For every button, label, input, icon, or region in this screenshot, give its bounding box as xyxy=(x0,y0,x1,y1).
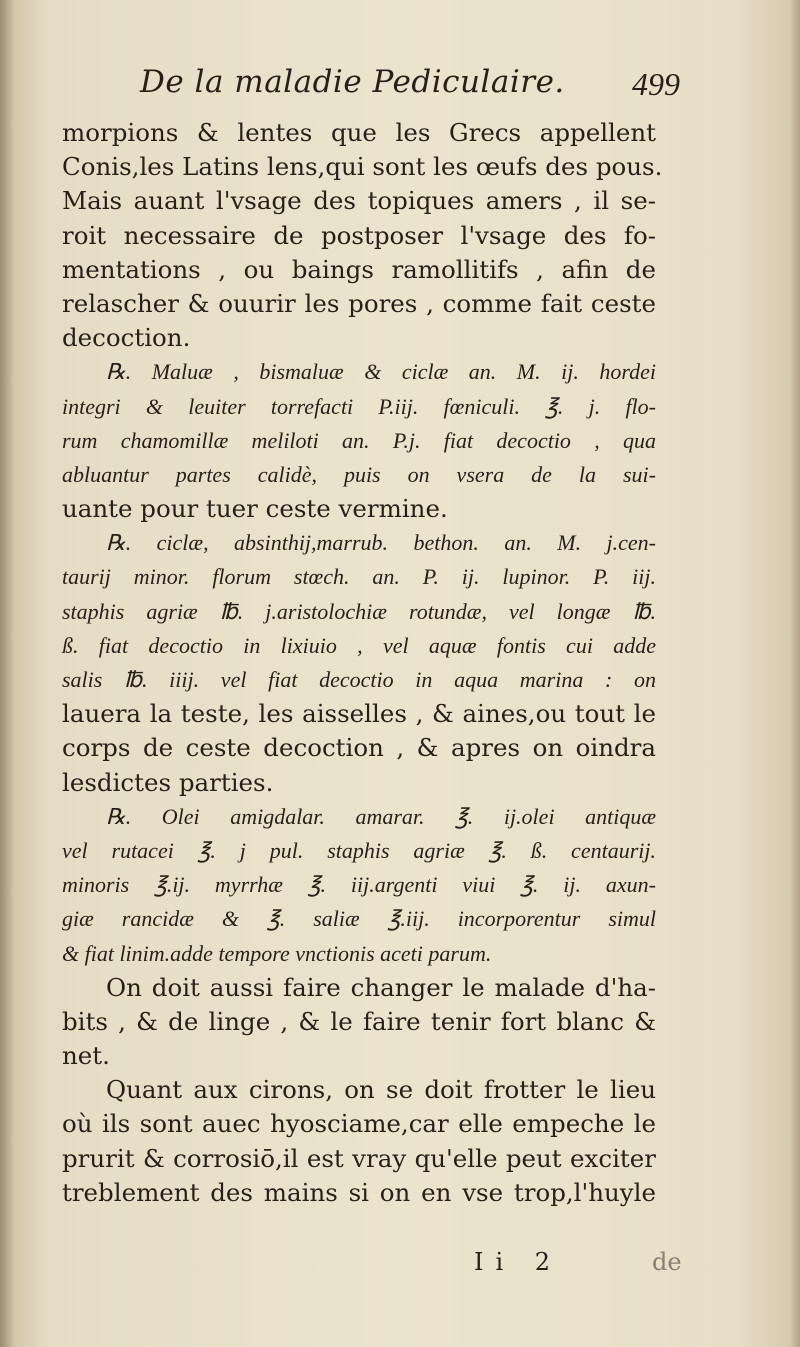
text-line: bits , & de linge , & le faire tenir fort blanc & xyxy=(62,1006,656,1036)
text-line: Conis,les Latins lens,qui sont les œufs des pous. xyxy=(62,152,663,182)
text-line: Quant aux cirons, on se doit frotter le lieu xyxy=(106,1075,656,1105)
text-line: où ils sont auec hyosciame,car elle empeche le xyxy=(62,1109,656,1139)
text-line: & fiat linim.adde tempore vnctionis aceti parum. xyxy=(62,940,492,966)
text-line: mentations , ou baings ramollitifs , afin de xyxy=(62,254,656,284)
text-line: Mais auant l'vsage des topiques amers , il se- xyxy=(62,186,656,216)
text-line: morpions & lentes que les Grecs appellent xyxy=(62,118,656,147)
text-line: abluantur partes calidè, puis on vsera de la sui- xyxy=(62,461,656,487)
text-line: vel rutacei ℥. j pul. staphis agriæ ℥. ß. centaurij. xyxy=(62,837,656,863)
text-line: staphis agriæ ℔. j.aristolochiæ rotundæ, vel longæ ℔. xyxy=(62,598,656,624)
page-number: 499 xyxy=(632,66,680,102)
text-line: decoction. xyxy=(62,323,191,353)
gutter-shadow xyxy=(0,0,14,1347)
signature-mark: Ii 2 xyxy=(474,1248,563,1276)
text-line: ℞. ciclæ, absinthij,marrub. bethon. an. M. j.cen- xyxy=(106,530,656,556)
page-edge xyxy=(790,0,800,1347)
text-line: prurit & corrosiō,il est vray qu'elle peut exciter xyxy=(62,1143,656,1173)
text-line: rum chamomillæ meliloti an. P.j. fiat decoctio , qua xyxy=(62,427,656,453)
text-line: integri & leuiter torrefacti P.iij. fœniculi. ℥. j. flo- xyxy=(62,393,656,419)
text-line: lesdictes parties. xyxy=(62,767,274,797)
text-line: treblement des mains si on en vse trop,l'huyle xyxy=(62,1177,656,1207)
text-line: lauera la teste, les aisselles , & aines,ou tout le xyxy=(62,699,656,729)
catchword: de xyxy=(652,1248,682,1276)
text-line: net. xyxy=(62,1041,110,1071)
text-line: ℞. Olei amigdalar. amarar. ℥. ij.olei antiquæ xyxy=(106,803,656,829)
text-line: relascher & ouurir les pores , comme fait ceste xyxy=(62,288,656,318)
text-block xyxy=(62,116,663,1210)
text-line: uante pour tuer ceste vermine. xyxy=(62,494,448,524)
running-head: De la maladie Pediculaire. xyxy=(140,64,565,100)
text-line: salis ℔. iiij. vel fiat decoctio in aqua marina : on xyxy=(62,667,656,692)
text-line: ß. fiat decoctio in lixiuio , vel aquæ fontis cui adde xyxy=(62,632,656,658)
page-header xyxy=(140,64,680,108)
text-line: On doit aussi faire changer le malade d'ha- xyxy=(106,972,656,1002)
text-line: ℞. Maluæ , bismaluæ & ciclæ an. M. ij. hordei xyxy=(106,359,656,385)
text-line: taurij minor. florum stœch. an. P. ij. lupinor. P. iij. xyxy=(62,564,656,590)
text-line: minoris ℥.ij. myrrhæ ℥. iij.argenti viui ℥. ij. axun- xyxy=(62,872,656,898)
page-footer xyxy=(62,1248,702,1282)
text-line: giæ rancidæ & ℥. saliæ ℥.iij. incorporentur simul xyxy=(62,906,656,932)
text-line: roit necessaire de postposer l'vsage des fo- xyxy=(62,220,656,250)
text-line: corps de ceste decoction , & apres on oindra xyxy=(62,733,656,763)
